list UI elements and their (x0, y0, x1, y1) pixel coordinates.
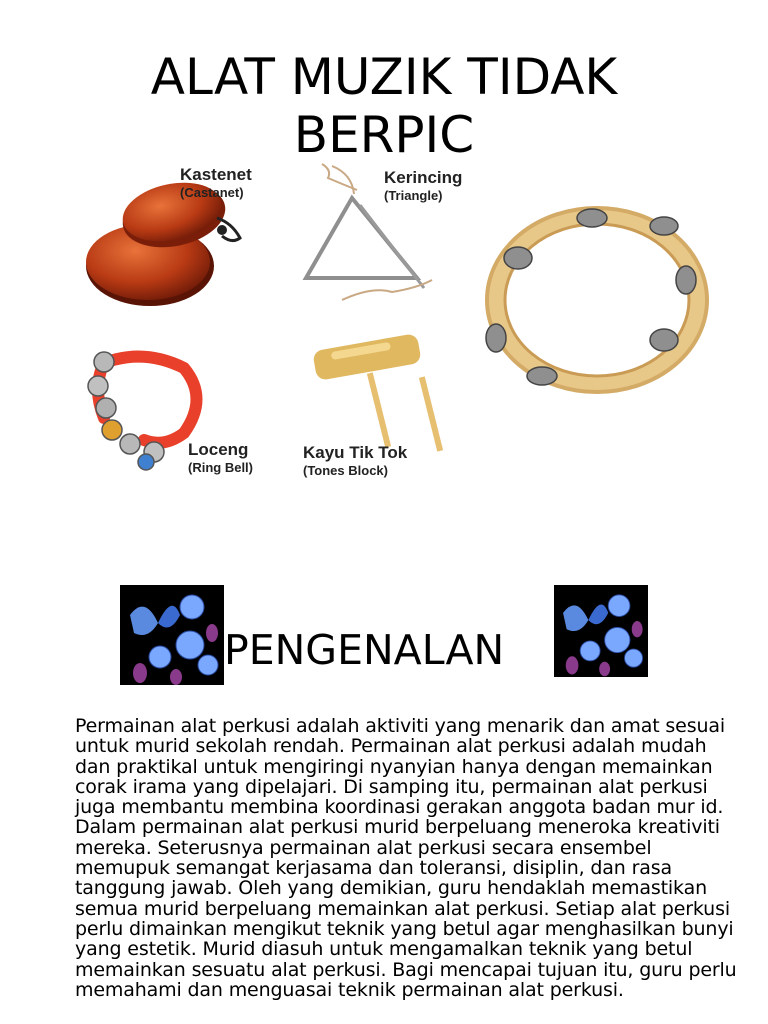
ring-bell-name: Loceng (188, 440, 249, 459)
triangle-sub: (Triangle) (384, 188, 443, 203)
tambourine-icon (478, 200, 716, 400)
ring-bell-sub: (Ring Bell) (188, 460, 253, 475)
page-title (0, 48, 768, 164)
castanet-sub: (Castanet) (180, 185, 244, 200)
title-line-1: ALAT MUZIK TIDAK (150, 47, 618, 106)
section-heading: PENGENALAN (224, 626, 505, 674)
ring-bell-icon (84, 348, 204, 473)
castanet-name: Kastenet (180, 165, 252, 184)
triangle-name: Kerincing (384, 168, 463, 187)
ring-bell-label (188, 440, 253, 476)
castanet-label (180, 165, 252, 201)
triangle-label (384, 168, 479, 204)
tones-block-sub: (Tones Block) (303, 463, 388, 478)
tones-block-icon (312, 332, 452, 457)
butterfly-rose-icon (554, 585, 648, 677)
butterfly-rose-icon (120, 585, 224, 685)
title-line-2: BERPIC (293, 105, 475, 164)
body-paragraph: Permainan alat perkusi adalah aktiviti yang menarik dan amat sesuai untuk murid sekolah rendah. Permainan alat perkusi adalah mudah dan praktikal untuk mengiringi nyanyian hanya dengan memainkan corak irama yang dipelajari. Di samping itu, permainan alat perkusi juga membantu membina koordinasi gerakan anggota badan mur id. Dalam permainan alat perkusi murid berpeluang meneroka kreativiti mereka. Seterusnya permainan alat perkusi secara ensembel memupuk semangat kerjasama dan toleransi, disiplin, dan rasa tanggung jawab. Oleh yang demikian, guru hendaklah memastikan semua murid berpeluang memainkan alat perkusi. Setiap alat perkusi perlu dimainkan mengikut teknik yang betul agar menghasilkan bunyi yang estetik. Murid diasuh untuk mengamalkan teknik yang betul memainkan sesuatu alat perkusi. Bagi mencapai tujuan itu, guru perlu memahami dan menguasai teknik permainan alat perkusi. (75, 715, 737, 1001)
tones-block-name: Kayu Tik Tok (303, 443, 408, 462)
tones-block-label (303, 443, 407, 479)
